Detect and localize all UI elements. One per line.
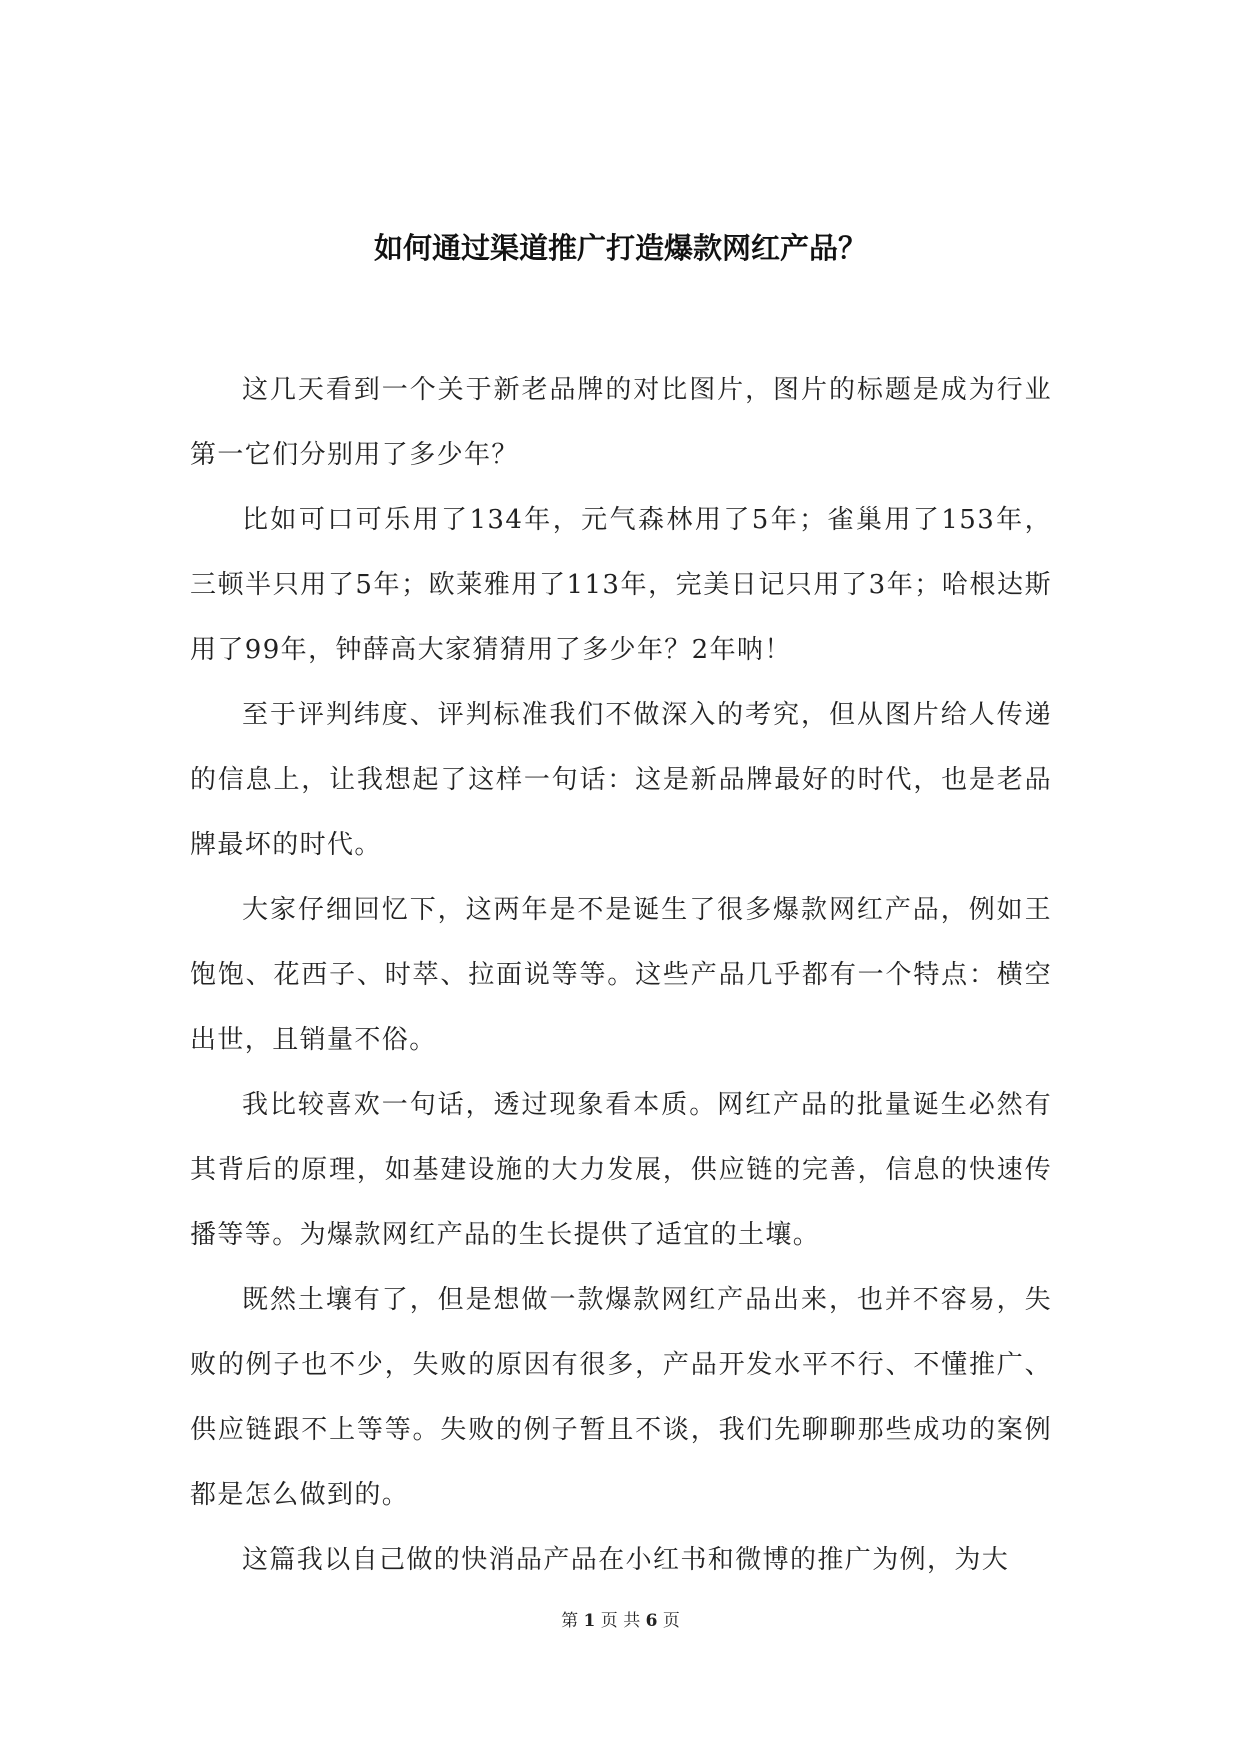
paragraph-5: 我比较喜欢一句话，透过现象看本质。网红产品的批量诞生必然有其背后的原理，如基建设施的大力发展，供应链的完善，信息的快速传播等等。为爆款网红产品的生长提供了适宜的土壤。 <box>190 1090 1052 1250</box>
paragraph-7: 这篇我以自己做的快消品产品在小红书和微博的推广为例，为大 <box>242 1545 1010 1575</box>
paragraph-1: 这几天看到一个关于新老品牌的对比图片，图片的标题是成为行业第一它们分别用了多少年？ <box>190 375 1052 470</box>
current-page-number: 1 <box>583 1611 596 1631</box>
paragraph-2: 比如可口可乐用了134年，元气森林用了5年；雀巢用了153年，三顿半只用了5年；欧莱雅用了113年，完美日记只用了3年；哈根达斯用了99年，钟薛高大家猜猜用了多少年？2年呐！ <box>190 505 1052 665</box>
page-footer <box>0 1609 1241 1633</box>
total-pages-number: 6 <box>645 1611 658 1631</box>
paragraph-6: 既然土壤有了，但是想做一款爆款网红产品出来，也并不容易，失败的例子也不少，失败的原因有很多，产品开发水平不行、不懂推广、供应链跟不上等等。失败的例子暂且不谈，我们先聊聊那些成功的案例都是怎么做到的。 <box>190 1285 1052 1510</box>
paragraph-3: 至于评判纬度、评判标准我们不做深入的考究，但从图片给人传递的信息上，让我想起了这样一句话：这是新品牌最好的时代，也是老品牌最坏的时代。 <box>190 700 1052 860</box>
footer-suffix: 页 <box>662 1611 680 1631</box>
footer-prefix: 第 <box>561 1611 579 1631</box>
footer-middle: 页 共 <box>600 1611 641 1631</box>
paragraph-4: 大家仔细回忆下，这两年是不是诞生了很多爆款网红产品，例如王饱饱、花西子、时萃、拉面说等等。这些产品几乎都有一个特点：横空出世，且销量不俗。 <box>190 895 1052 1055</box>
document-title: 如何通过渠道推广打造爆款网红产品？ <box>373 231 867 265</box>
document-body <box>190 358 1052 1593</box>
